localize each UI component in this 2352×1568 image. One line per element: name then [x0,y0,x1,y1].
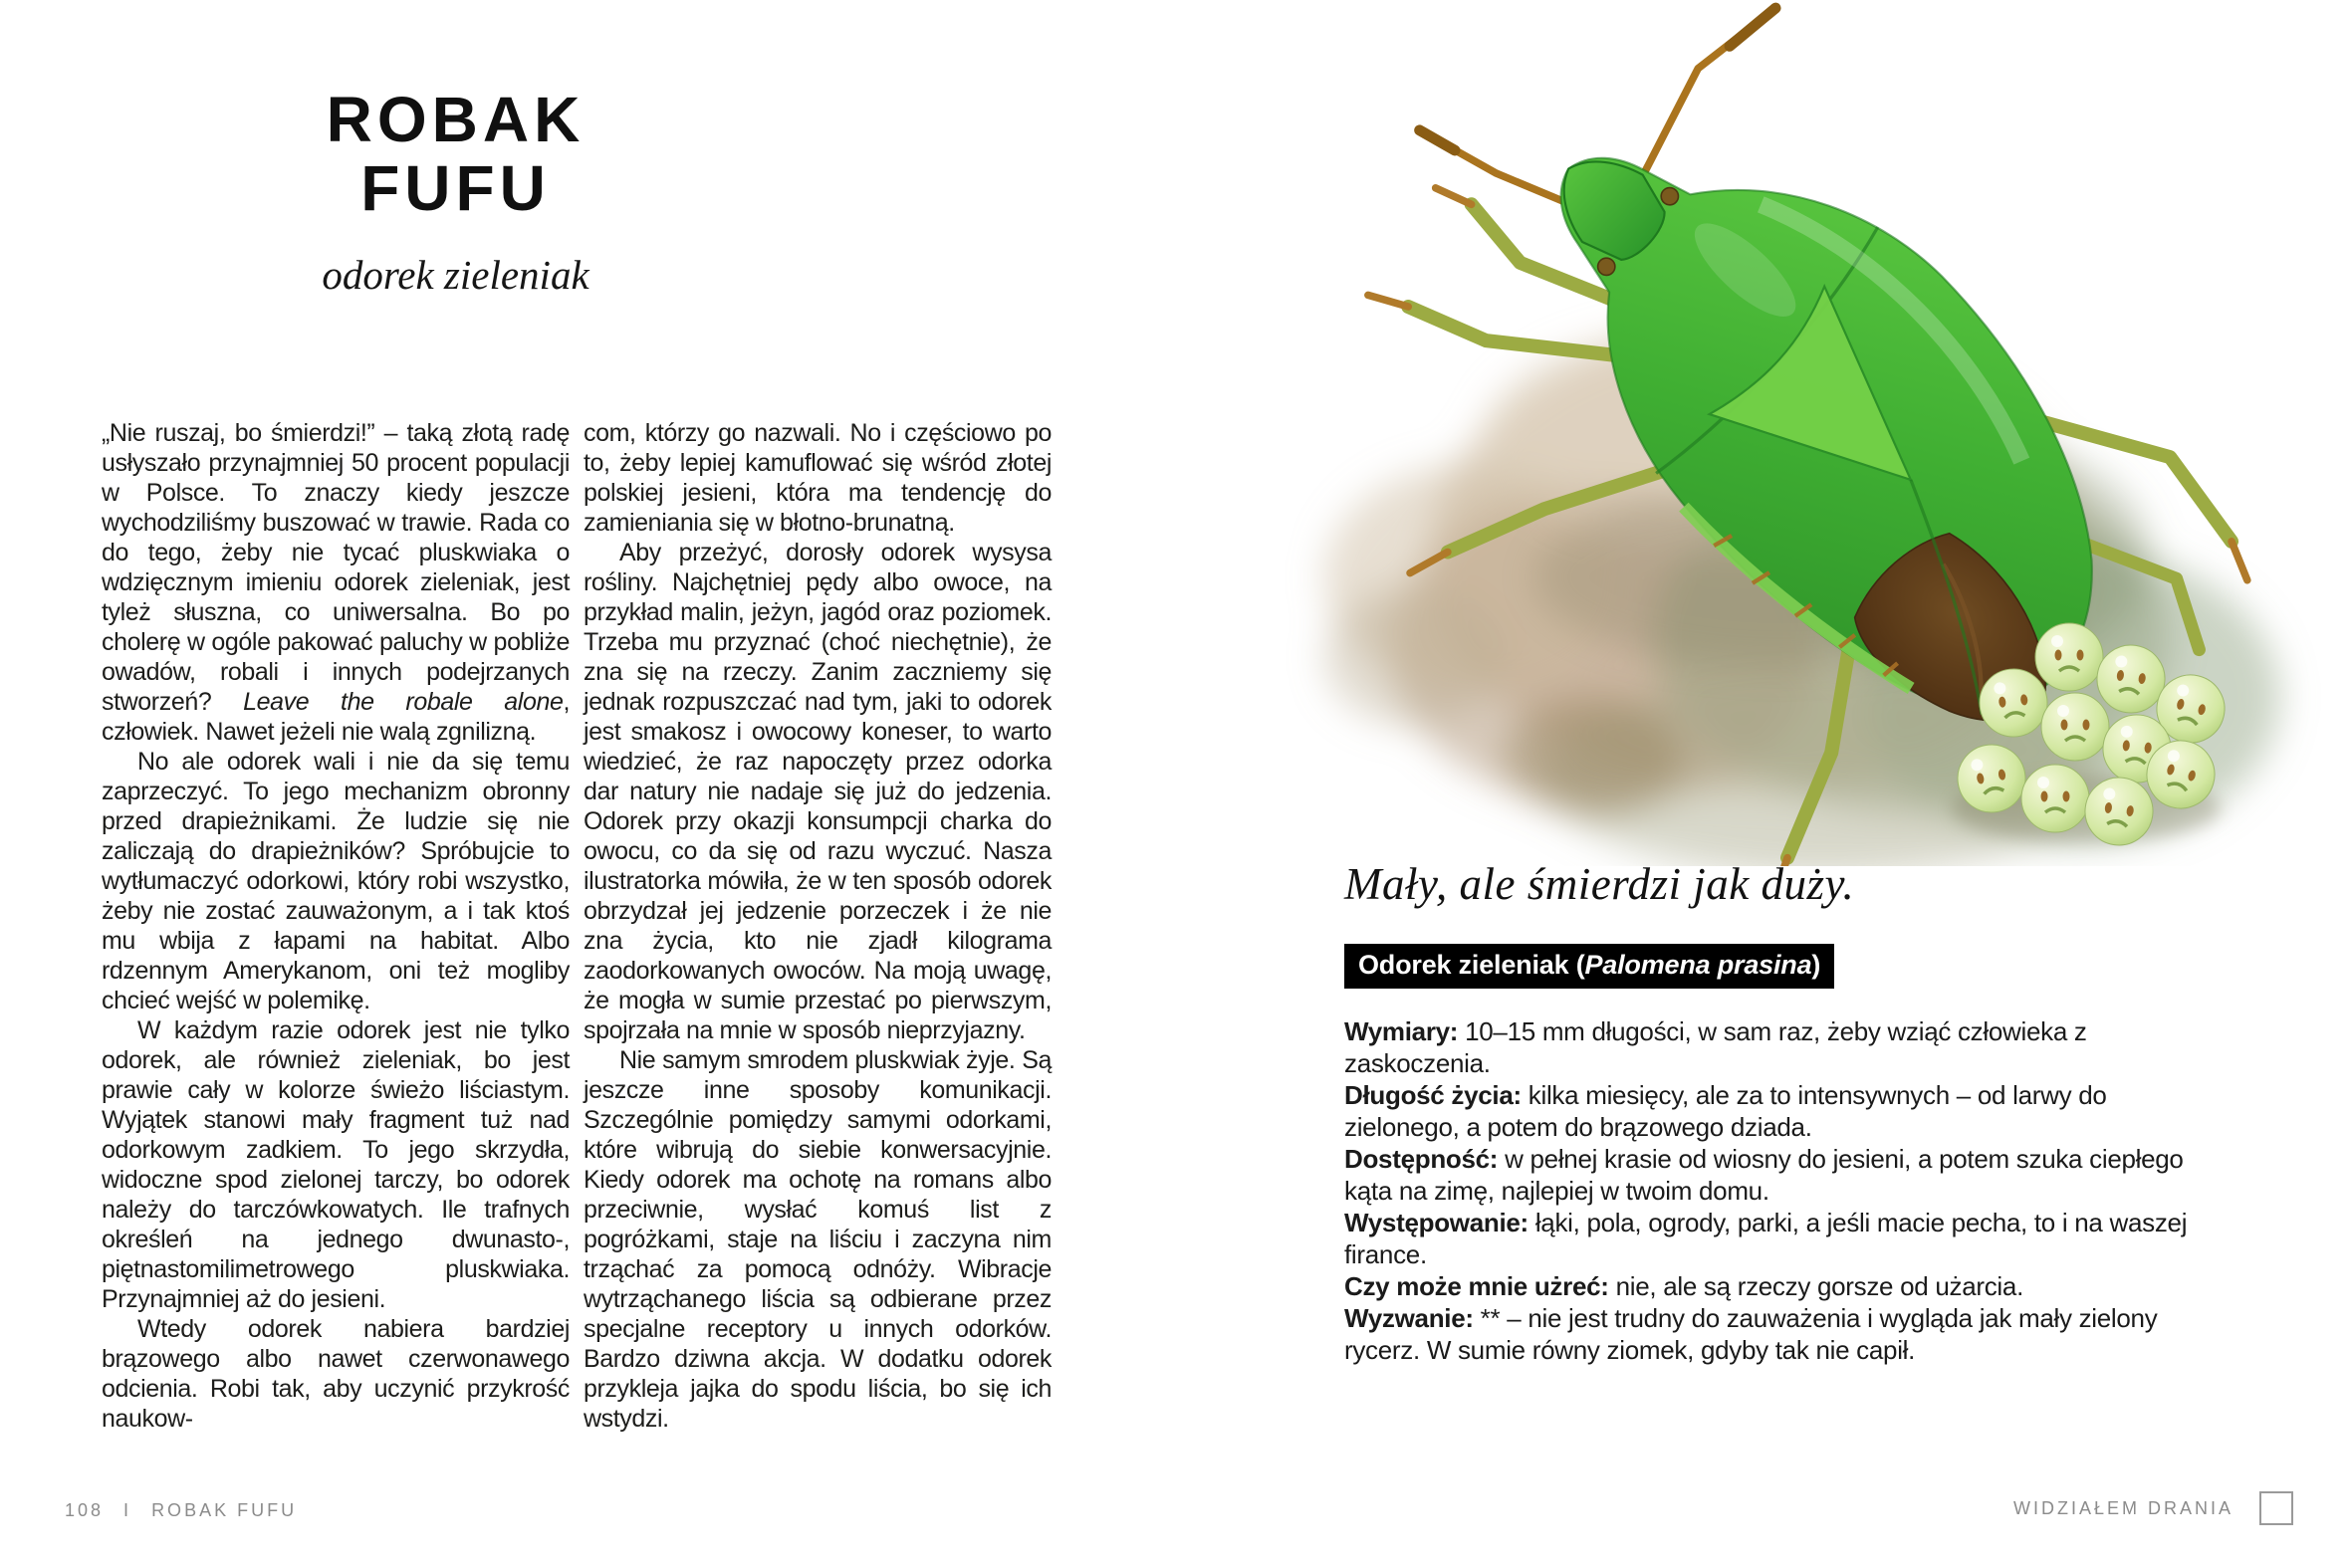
fact-line: Wyzwanie: ** – nie jest trudny do zauważenia i wygląda jak mały zielony rycerz. W sumie równy ziomek, gdyby tak nie capił. [1344,1303,2158,1365]
book-title: WIDZIAŁEM DRANIA [2012,1497,2234,1518]
chapter-subtitle: odorek zieleniak [322,252,589,298]
paragraph: Aby przeżyć, dorosły odorek wysysa rośliny. Najchętniej pędy albo owoce, na przykład malin, jeżyn, jagód oraz poziomek. Trzeba mu przyznać (choć niechętnie), że zna się na rzeczy. Zanim zaczniemy się jednak rozpuszczać nad tym, jaki to odorek jest smakosz i owocowy koneser, to warto wiedzieć, że raz napoczęty przez odorka dar natury nie nadaje się już do jedzenia. Odorek przy okazji konsumpcji charka do owocu, co da się od razu wyczuć. Nasza ilustratorka mówiła, że w ten sposób odorek obrzydzał jej jedzenie porzeczek i że nie zna życia, kto nie zjadł kilograma zaodorkowanych owoców. Na moją uwagę, że mogła w sumie przestać po pierwszym, spojrzała na mnie w sposób nieprzyjazny. [584,539,1052,1044]
species-label [1344,944,1834,989]
illustration-caption: Mały, ale śmierdzi jak duży. [1344,859,1855,909]
fact-line: Wymiary: 10–15 mm długości, w sam raz, żeby wziąć człowieka z zaskoczenia. [1344,1016,2087,1078]
fact-line: Czy może mnie użreć: nie, ale są rzeczy gorsze od użarcia. [1344,1271,2023,1301]
fact-line: Dostępność: w pełnej krasie od wiosny do jesieni, a potem szuka ciepłego kąta na zimę, najlepiej w twoim domu. [1344,1144,2184,1206]
paragraph: No ale odorek wali i nie da się temu zaprzeczyć. To jego mechanizm obronny przed drapieżnikami. Że ludzie się nie zaliczają do drapieżników? Spróbujcie to wytłumaczyć odorkowi, który robi wszystko, żeby nie zostać zauważonym, a i tak ktoś mu wbija z łapami na habitat. Albo rdzennym Amerykanom, oni też mogliby chcieć wejść w polemikę. [102,748,570,1014]
text-column-1 [102,418,570,1434]
species-label-suffix: ) [1811,950,1821,980]
page-number: 108 [65,1500,105,1520]
species-label-prefix: Odorek zieleniak ( [1358,950,1585,980]
right-page-footer [2013,1491,2293,1525]
fact-line: Długość życia: kilka miesięcy, ale za to intensywnych – od larwy do zielonego, a potem do brązowego dziada. [1344,1080,2107,1142]
text-column-2 [584,418,1052,1434]
fact-line: Występowanie: łąki, pola, ogrody, parki, a jeśli macie pecha, to i na waszej firance. [1344,1208,2188,1269]
sighting-checkbox [2259,1491,2293,1525]
chapter-title-line1: ROBAK [326,84,586,155]
egg [2035,623,2103,691]
shield-bug-illustration [1175,0,2352,866]
chapter-title-line2: FUFU [360,152,551,224]
facts-list [1344,1015,2206,1366]
paragraph: „Nie ruszaj, bo śmierdzi!” – taką złotą radę usłyszało przynajmniej 50 procent populacji w Polsce. To znaczy kiedy jeszcze wychodziliśmy buszować w trawie. Rada co do tego, żeby nie tycać pluskwiaka o wdzięcznym imieniu odorek zieleniak, jest tyleż słuszna, co uniwersalna. Bo po cholerę w ogóle pakować paluchy w pobliże owadów, robali i innych podejrzanych stworzeń? Leave the robale alone, człowiek. Nawet jeżeli nie walą zgnilizną. [102,419,570,746]
paragraph: com, którzy go nazwali. No i częściowo po to, żeby lepiej kamuflować się wśród złotej polskiej jesieni, która ma tendencję do zamieniania się w błotno-brunatną. [584,419,1052,537]
chapter-title [105,86,807,223]
species-latin-name: Palomena prasina [1584,950,1812,980]
chapter-name: ROBAK FUFU [151,1500,298,1520]
paragraph: Nie samym smrodem pluskwiak żyje. Są jeszcze inne sposoby komunikacji. Szczególnie pomiędzy samymi odorkami, które wibrują do siebie konwersacyjnie. Kiedy odorek ma ochotę na romans albo przeciwnie, wysłać komuś list z pogróżkami, staje na liściu i zaczyna nim trząchać za pomocą odnóży. Wibracje wytrząchanego liścia są odbierane przez specjalne receptory u innych odorków. Bardzo dziwna akcja. W dodatku odorek przykleja jajka do spodu liścia, bo się ich wstydzi. [584,1046,1052,1433]
paragraph: Wtedy odorek nabiera bardziej brązowego albo nawet czerwonawego odcienia. Robi tak, aby uczynić przykrość naukow- [102,1315,570,1433]
footer-divider: I [123,1500,132,1520]
egg [2041,693,2109,761]
left-page-footer [65,1500,297,1521]
egg [2021,765,2089,832]
paragraph: W każdym razie odorek jest nie tylko odorek, ale również zieleniak, bo jest prawie cały w kolorze świeżo liściastym. Wyjątek stanowi mały fragment tuż nad odorkowym zadkiem. To jego skrzydła, widoczne spod zielonej tarczy, bo odorek należy do tarczówkowatych. Ile trafnych określeń na jednego dwunasto-, piętnastomilimetrowego pluskwiaka. Przynajmniej aż do jesieni. [102,1016,570,1313]
